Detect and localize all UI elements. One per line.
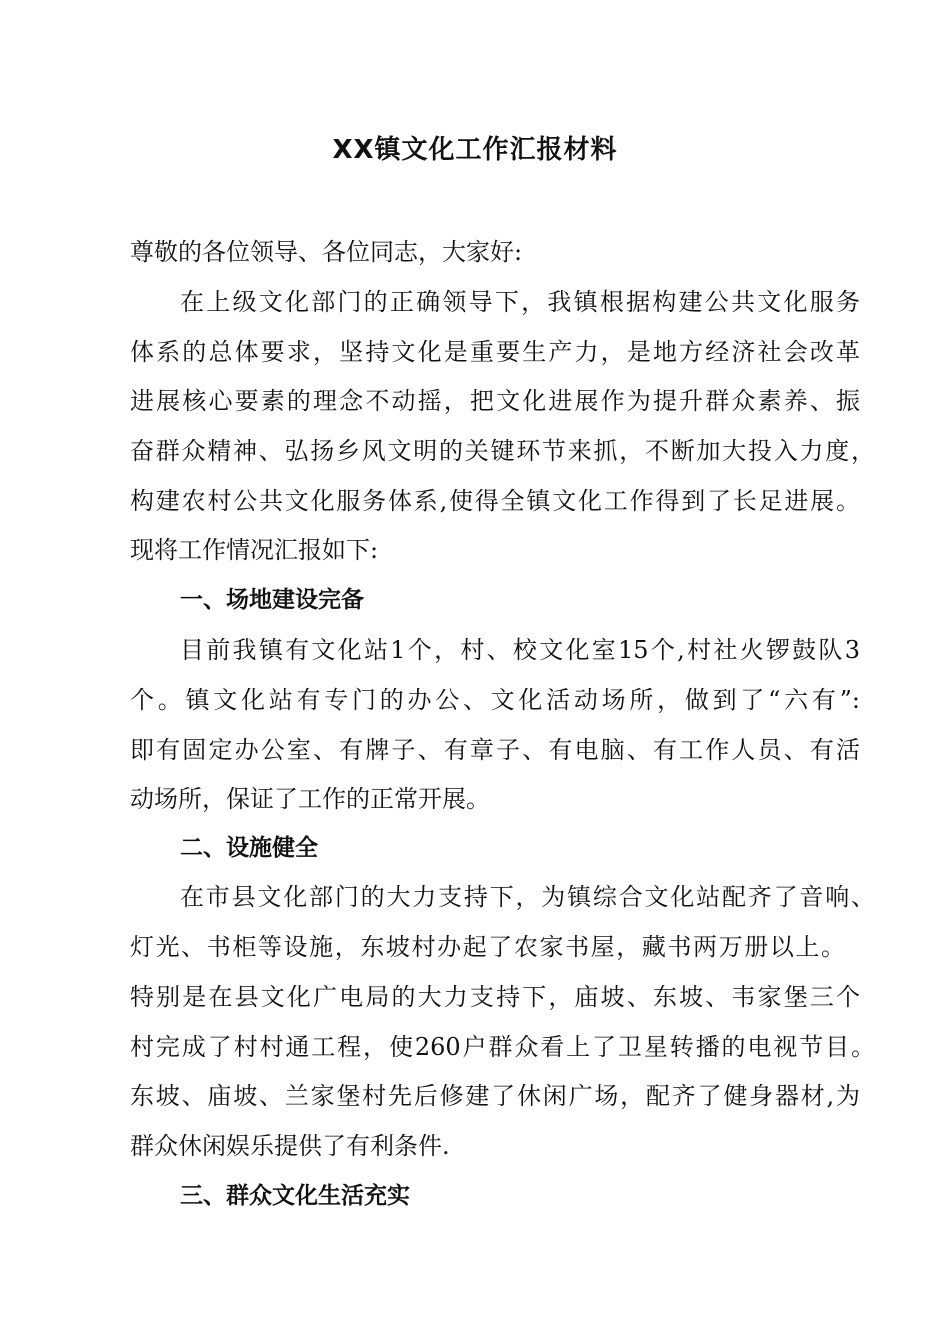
section-1-line-2: 个。镇文化站有专门的办公、文化活动场所，做到了“六有”: xyxy=(130,686,860,714)
section-2-line-3: 特别是在县文化广电局的大力支持下，庙坡、东坡、韦家堡三个 xyxy=(130,983,860,1011)
intro-line-3: 进展核心要素的理念不动摇，把文化进展作为提升群众素养、振 xyxy=(130,387,860,415)
section-2-line-5: 东坡、庙坡、兰家堡村先后修建了休闲广场，配齐了健身器材,为 xyxy=(130,1082,860,1110)
section-2-line-2: 灯光、书柜等设施，东坡村办起了农家书屋，藏书两万册以上。 xyxy=(130,933,845,961)
intro-line-6: 现将工作情况汇报如下: xyxy=(130,536,379,564)
section-heading-2: 二、设施健全 xyxy=(180,835,318,861)
section-2-line-4: 村完成了村村通工程，使260户群众看上了卫星转播的电视节目。 xyxy=(130,1033,875,1061)
section-heading-3: 三、群众文化生活充实 xyxy=(180,1183,410,1209)
document-title: XX镇文化工作汇报材料 xyxy=(332,135,618,165)
intro-line-4: 奋群众精神、弘扬乡风文明的关键环节来抓，不断加大投入力度， xyxy=(130,437,875,465)
section-1-line-1: 目前我镇有文化站1个，村、校文化室15个,村社火锣鼓队3 xyxy=(180,636,860,664)
section-2-line-6: 群众休闲娱乐提供了有利条件. xyxy=(130,1132,450,1160)
greeting-line: 尊敬的各位领导、各位同志，大家好: xyxy=(130,238,523,266)
section-2-line-1: 在市县文化部门的大力支持下，为镇综合文化站配齐了音响、 xyxy=(180,883,875,911)
section-1-line-4: 动场所，保证了工作的正常开展。 xyxy=(130,785,490,813)
section-heading-1: 一、场地建设完备 xyxy=(180,587,364,613)
intro-line-2: 体系的总体要求，坚持文化是重要生产力，是地方经济社会改革 xyxy=(130,338,860,366)
intro-line-5: 构建农村公共文化服务体系,使得全镇文化工作得到了长足进展。 xyxy=(130,487,860,515)
intro-line-1: 在上级文化部门的正确领导下，我镇根据构建公共文化服务 xyxy=(180,288,860,316)
section-1-line-3: 即有固定办公室、有牌子、有章子、有电脑、有工作人员、有活 xyxy=(130,736,860,764)
